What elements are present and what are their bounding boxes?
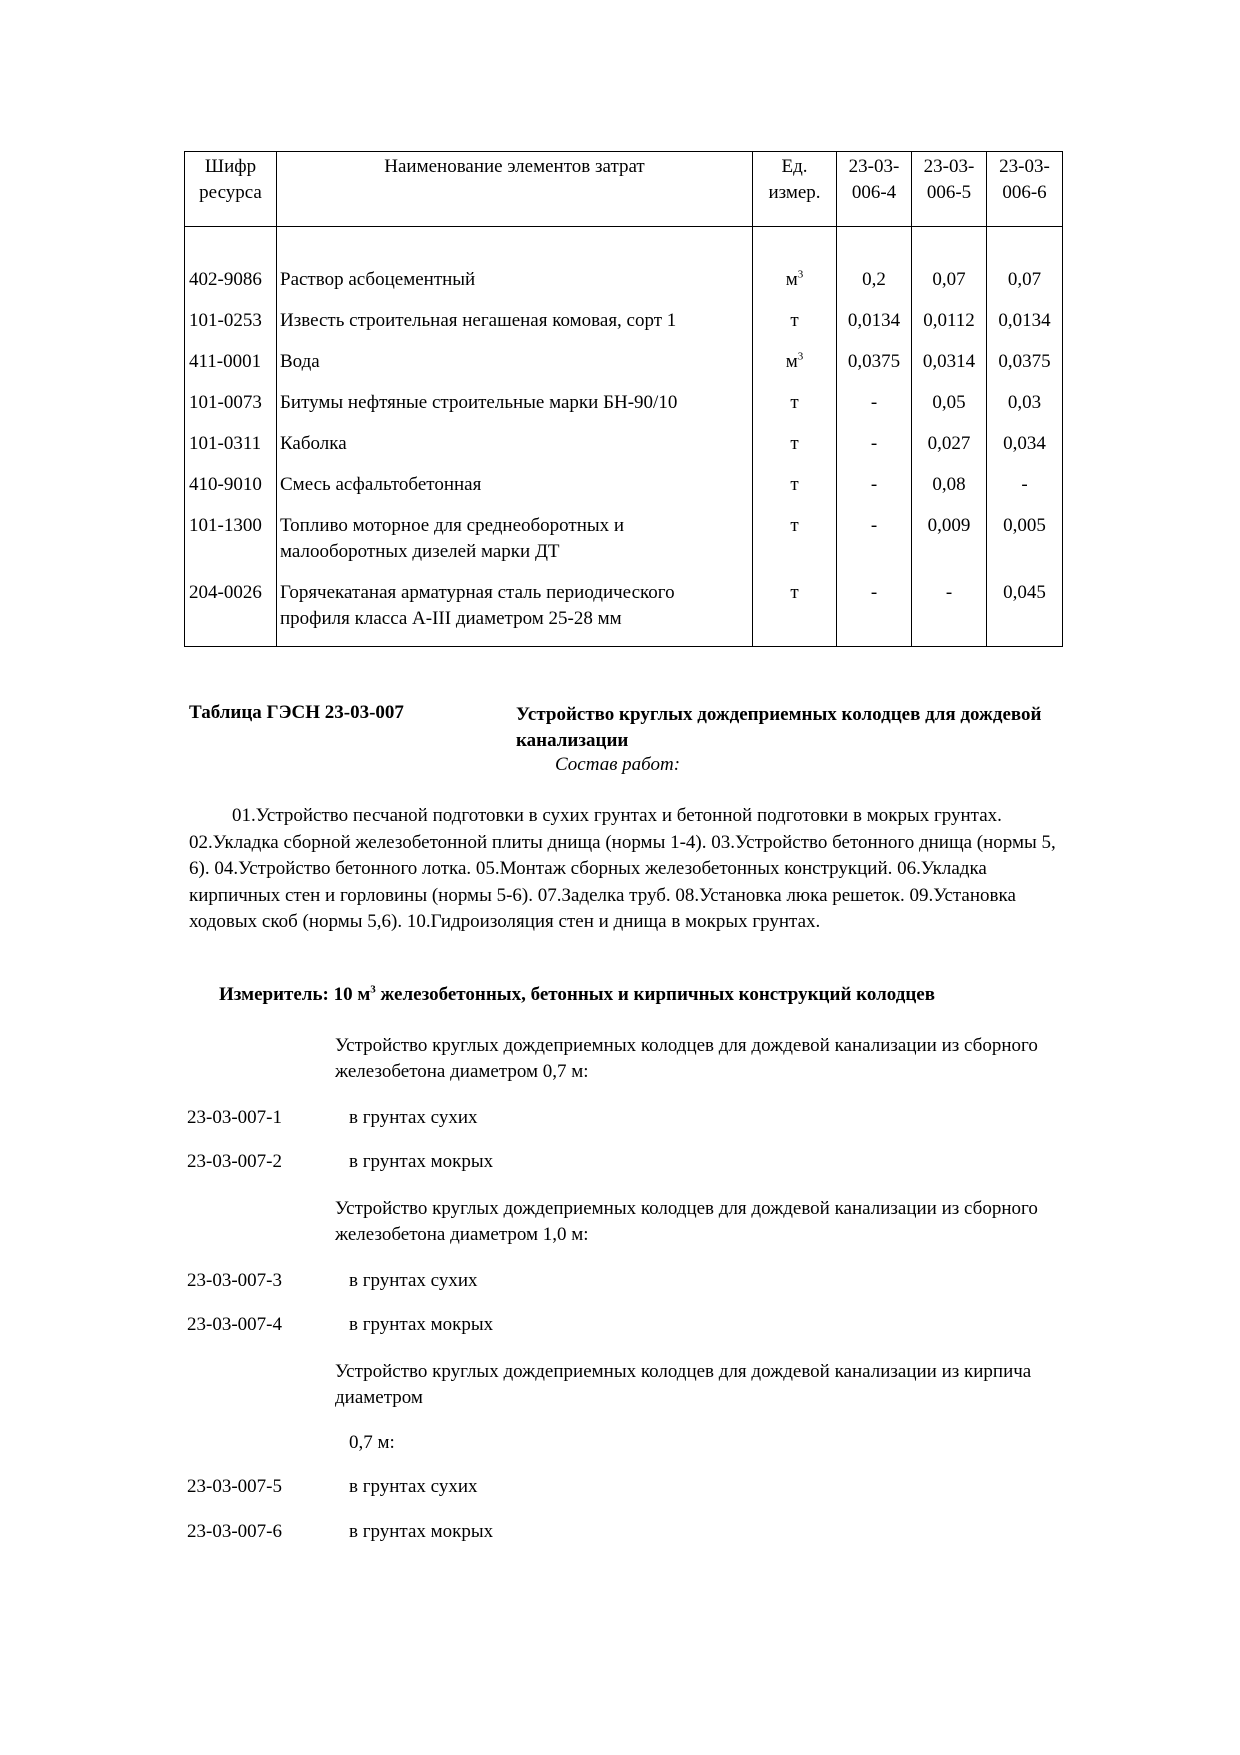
header-col3: 23-03-006-6 xyxy=(987,152,1063,227)
table-row xyxy=(185,569,1063,647)
header-unit: Ед. измер. xyxy=(753,152,837,227)
row-code: 101-0253 xyxy=(185,297,277,338)
row-name: Битумы нефтяные строительные марки БН-90/10 xyxy=(277,379,753,420)
item-code: 23-03-007-2 xyxy=(187,1151,282,1172)
row-code: 204-0026 xyxy=(185,569,277,647)
row-code: 402-9086 xyxy=(185,227,277,298)
group-title: Устройство круглых дождеприемных колодцев для дождевой канализации из сборного железобетона диаметром 0,7 м: xyxy=(335,1035,1038,1082)
row-code: 410-9010 xyxy=(185,461,277,502)
row-value-1: 0,2 xyxy=(837,227,912,298)
row-value-2: 0,027 xyxy=(912,420,987,461)
header-name: Наименование элементов затрат xyxy=(277,152,753,227)
row-unit: т xyxy=(753,297,837,338)
row-unit: т xyxy=(753,379,837,420)
table-row xyxy=(185,338,1063,379)
row-value-1: - xyxy=(837,461,912,502)
table-row xyxy=(185,502,1063,569)
group-subtitle: 0,7 м: xyxy=(349,1432,395,1453)
table-header-row xyxy=(185,152,1063,227)
row-unit: $м^3$ xyxy=(753,227,837,298)
row-value-3: 0,0375 xyxy=(987,338,1063,379)
item-code: 23-03-007-4 xyxy=(187,1314,282,1335)
composition-heading: Состав работ: xyxy=(555,754,681,775)
item-label: в грунтах мокрых xyxy=(349,1521,494,1542)
item-code: 23-03-007-6 xyxy=(187,1521,282,1542)
row-value-2: 0,0314 xyxy=(912,338,987,379)
row-value-1: 0,0134 xyxy=(837,297,912,338)
row-code: 101-1300 xyxy=(185,502,277,569)
item-label: в грунтах сухих xyxy=(349,1107,478,1128)
item-label: в грунтах сухих xyxy=(349,1270,478,1291)
row-value-2: 0,07 xyxy=(912,227,987,298)
row-name: Горячекатаная арматурная сталь периодического профиля класса А-III диаметром 25-28 мм xyxy=(277,569,753,647)
item-code: 23-03-007-1 xyxy=(187,1107,282,1128)
row-value-1: - xyxy=(837,502,912,569)
row-name: Вода xyxy=(277,338,753,379)
meter-line: Измеритель: 10 $м^3$ железобетонных, бетонных и кирпичных конструкций колодцев xyxy=(219,983,935,1005)
row-name: Каболка xyxy=(277,420,753,461)
item-label: в грунтах сухих xyxy=(349,1476,478,1497)
composition-text: 01.Устройство песчаной подготовки в сухих грунтах и бетонной подготовки в мокрых грунтах. 02.Укладка сборной железобетонной плиты днища (нормы 1-4). 03.Устройство бетонного днища (нормы 5, 6). 04.Устройство бетонного лотка. 05.Монтаж сборных железобетонных конструкций. 06.Укладка кирпичных стен и горловины (нормы 5-6). 07.Заделка труб. 08.Установка люка решеток. 09.Установка ходовых скоб (нормы 5,6). 10.Гидроизоляция стен и днища в мокрых грунтах. xyxy=(189,805,1056,932)
row-unit: т xyxy=(753,461,837,502)
row-code: 411-0001 xyxy=(185,338,277,379)
header-col2: 23-03-006-5 xyxy=(912,152,987,227)
row-value-1: 0,0375 xyxy=(837,338,912,379)
table-title: Устройство круглых дождеприемных колодцев для дождевой канализации xyxy=(516,704,1042,751)
row-name: Топливо моторное для среднеоборотных и малооборотных дизелей марки ДТ xyxy=(277,502,753,569)
row-value-3: 0,034 xyxy=(987,420,1063,461)
table-row xyxy=(185,420,1063,461)
row-value-1: - xyxy=(837,420,912,461)
row-value-3: 0,0134 xyxy=(987,297,1063,338)
row-unit: т xyxy=(753,569,837,647)
row-name: Смесь асфальтобетонная xyxy=(277,461,753,502)
header-code: Шифр ресурса xyxy=(185,152,277,227)
header-col1: 23-03-006-4 xyxy=(837,152,912,227)
row-unit: $м^3$ xyxy=(753,338,837,379)
table-row xyxy=(185,297,1063,338)
row-value-1: - xyxy=(837,569,912,647)
row-name: Раствор асбоцементный xyxy=(277,227,753,298)
row-code: 101-0073 xyxy=(185,379,277,420)
row-value-2: 0,08 xyxy=(912,461,987,502)
row-value-3: 0,005 xyxy=(987,502,1063,569)
row-value-3: 0,045 xyxy=(987,569,1063,647)
table-row xyxy=(185,379,1063,420)
item-code: 23-03-007-5 xyxy=(187,1476,282,1497)
row-value-1: - xyxy=(837,379,912,420)
resource-table xyxy=(184,151,1063,647)
item-code: 23-03-007-3 xyxy=(187,1270,282,1291)
item-label: в грунтах мокрых xyxy=(349,1314,494,1335)
table-row xyxy=(185,227,1063,298)
row-value-3: - xyxy=(987,461,1063,502)
row-value-2: 0,0112 xyxy=(912,297,987,338)
table-row xyxy=(185,461,1063,502)
row-unit: т xyxy=(753,502,837,569)
table-label: Таблица ГЭСН 23-03-007 xyxy=(189,702,404,723)
row-unit: т xyxy=(753,420,837,461)
row-value-2: 0,05 xyxy=(912,379,987,420)
row-name: Известь строительная негашеная комовая, сорт 1 xyxy=(277,297,753,338)
group-title: Устройство круглых дождеприемных колодцев для дождевой канализации из кирпича диаметром xyxy=(335,1361,1032,1408)
group-title: Устройство круглых дождеприемных колодцев для дождевой канализации из сборного железобетона диаметром 1,0 м: xyxy=(335,1198,1038,1245)
row-value-2: - xyxy=(912,569,987,647)
item-label: в грунтах мокрых xyxy=(349,1151,494,1172)
row-value-3: 0,03 xyxy=(987,379,1063,420)
row-value-2: 0,009 xyxy=(912,502,987,569)
row-code: 101-0311 xyxy=(185,420,277,461)
row-value-3: 0,07 xyxy=(987,227,1063,298)
